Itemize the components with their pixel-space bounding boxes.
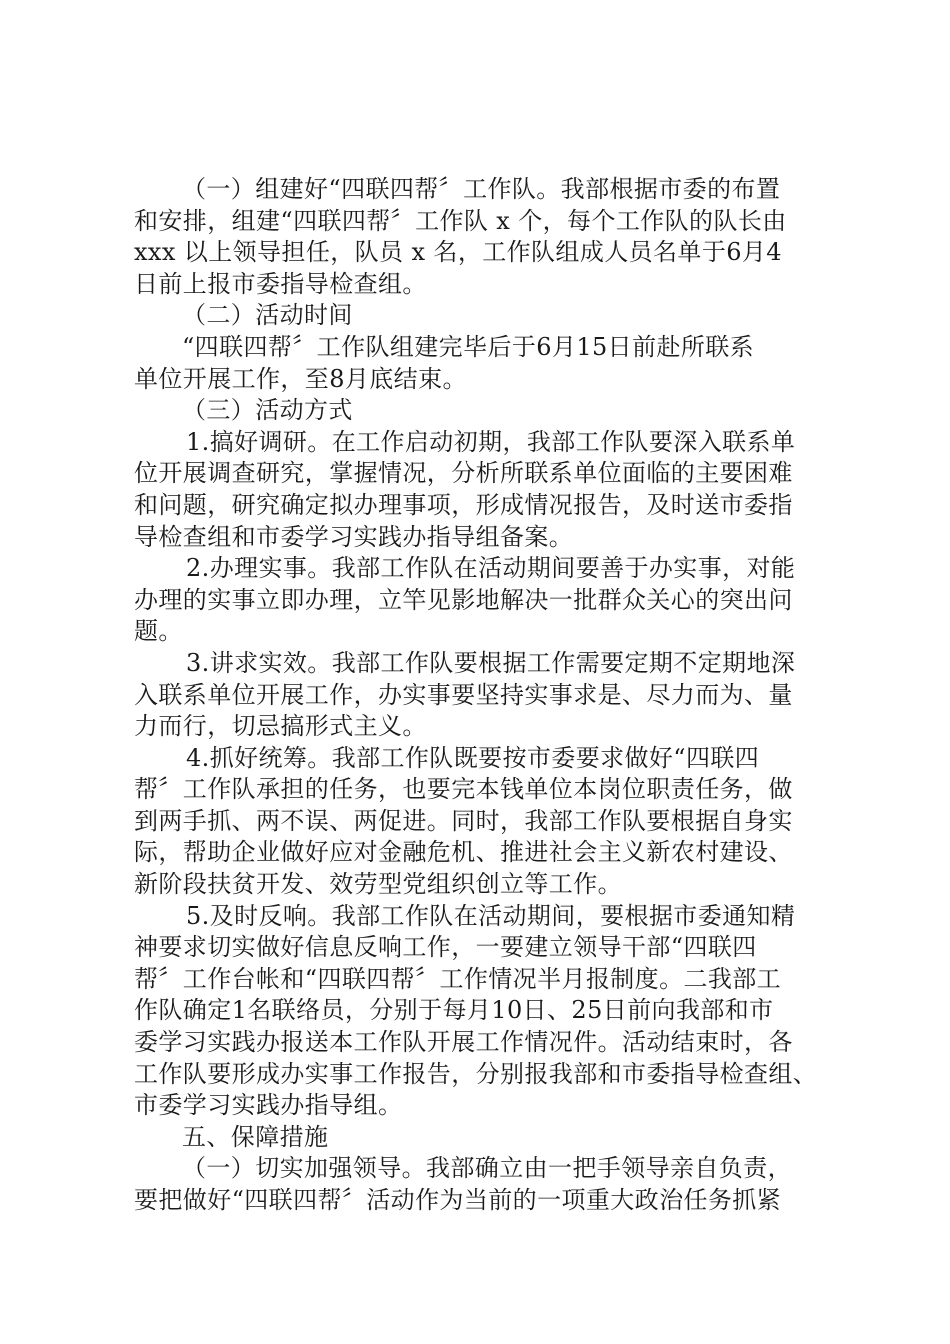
section-heading: 五、保障措施 [182, 1122, 329, 1151]
text-line: 5.及时反响。我部工作队在活动期间，要根据市委通知精 [186, 901, 796, 930]
text-line: 帮〞工作台帐和“四联四帮〞工作情况半月报制度。二我部工 [134, 964, 782, 993]
text-line: xxx 以上领导担任，队员 x 名，工作队组成人员名单于6月4 [134, 238, 782, 267]
document-body [134, 174, 834, 1217]
text-line: 作队确定1名联络员，分别于每月10日、25日前向我部和市 [134, 996, 774, 1025]
text-line: 单位开展工作，至8月底结束。 [134, 364, 467, 393]
section-heading: （三）活动方式 [182, 396, 353, 425]
text-line: 入联系单位开展工作，办实事要坚持实事求是、尽力而为、量 [134, 680, 793, 709]
text-line: 市委学习实践办指导组。 [134, 1091, 403, 1120]
text-line: 3.讲求实效。我部工作队要根据工作需要定期不定期地深 [186, 648, 796, 677]
text-line: 神要求切实做好信息反响工作，一要建立领导干部“四联四 [134, 933, 757, 962]
text-line: 2.办理实事。我部工作队在活动期间要善于办实事，对能 [186, 554, 796, 583]
text-line: 力而行，切忌搞形式主义。 [134, 712, 427, 741]
text-line: 到两手抓、两不误、两促进。同时，我部工作队要根据自身实 [134, 806, 793, 835]
text-line: 题。 [134, 617, 183, 646]
text-line: 1.搞好调研。在工作启动初期，我部工作队要深入联系单 [186, 427, 796, 456]
text-line: 导检查组和市委学习实践办指导组备案。 [134, 522, 574, 551]
text-line: 委学习实践办报送本工作队开展工作情况件。活动结束时，各 [134, 1028, 793, 1057]
text-line: 工作队要形成办实事工作报告，分别报我部和市委指导检查组、 [134, 1059, 818, 1088]
text-line: 日前上报市委指导检查组。 [134, 269, 427, 298]
text-line: 帮〞工作队承担的任务，也要完本钱单位本岗位职责任务，做 [134, 775, 793, 804]
text-line: 4.抓好统筹。我部工作队既要按市委要求做好“四联四 [186, 743, 760, 772]
text-line: 办理的实事立即办理，立竿见影地解决一批群众关心的突出问 [134, 585, 793, 614]
text-line: 新阶段扶贫开发、效劳型党组织创立等工作。 [134, 870, 622, 899]
text-line: “四联四帮〞工作队组建完毕后于6月15日前赴所联系 [182, 332, 755, 361]
text-line: 和问题，研究确定拟办理事项，形成情况报告，及时送市委指 [134, 490, 793, 519]
text-line: 要把做好“四联四帮〞活动作为当前的一项重大政治任务抓紧 [134, 1186, 782, 1214]
text-line: （一）切实加强领导。我部确立由一把手领导亲自负责， [182, 1154, 792, 1183]
text-line: 位开展调查研究，掌握情况，分析所联系单位面临的主要困难 [134, 459, 793, 488]
section-heading: （二）活动时间 [182, 301, 353, 330]
text-line: 和安排，组建“四联四帮〞工作队 x 个，每个工作队的队长由 [134, 206, 787, 235]
text-line: 际，帮助企业做好应对金融危机、推进社会主义新农村建设、 [134, 838, 793, 867]
text-line: （一）组建好“四联四帮〞工作队。我部根据市委的布置 [182, 175, 781, 203]
